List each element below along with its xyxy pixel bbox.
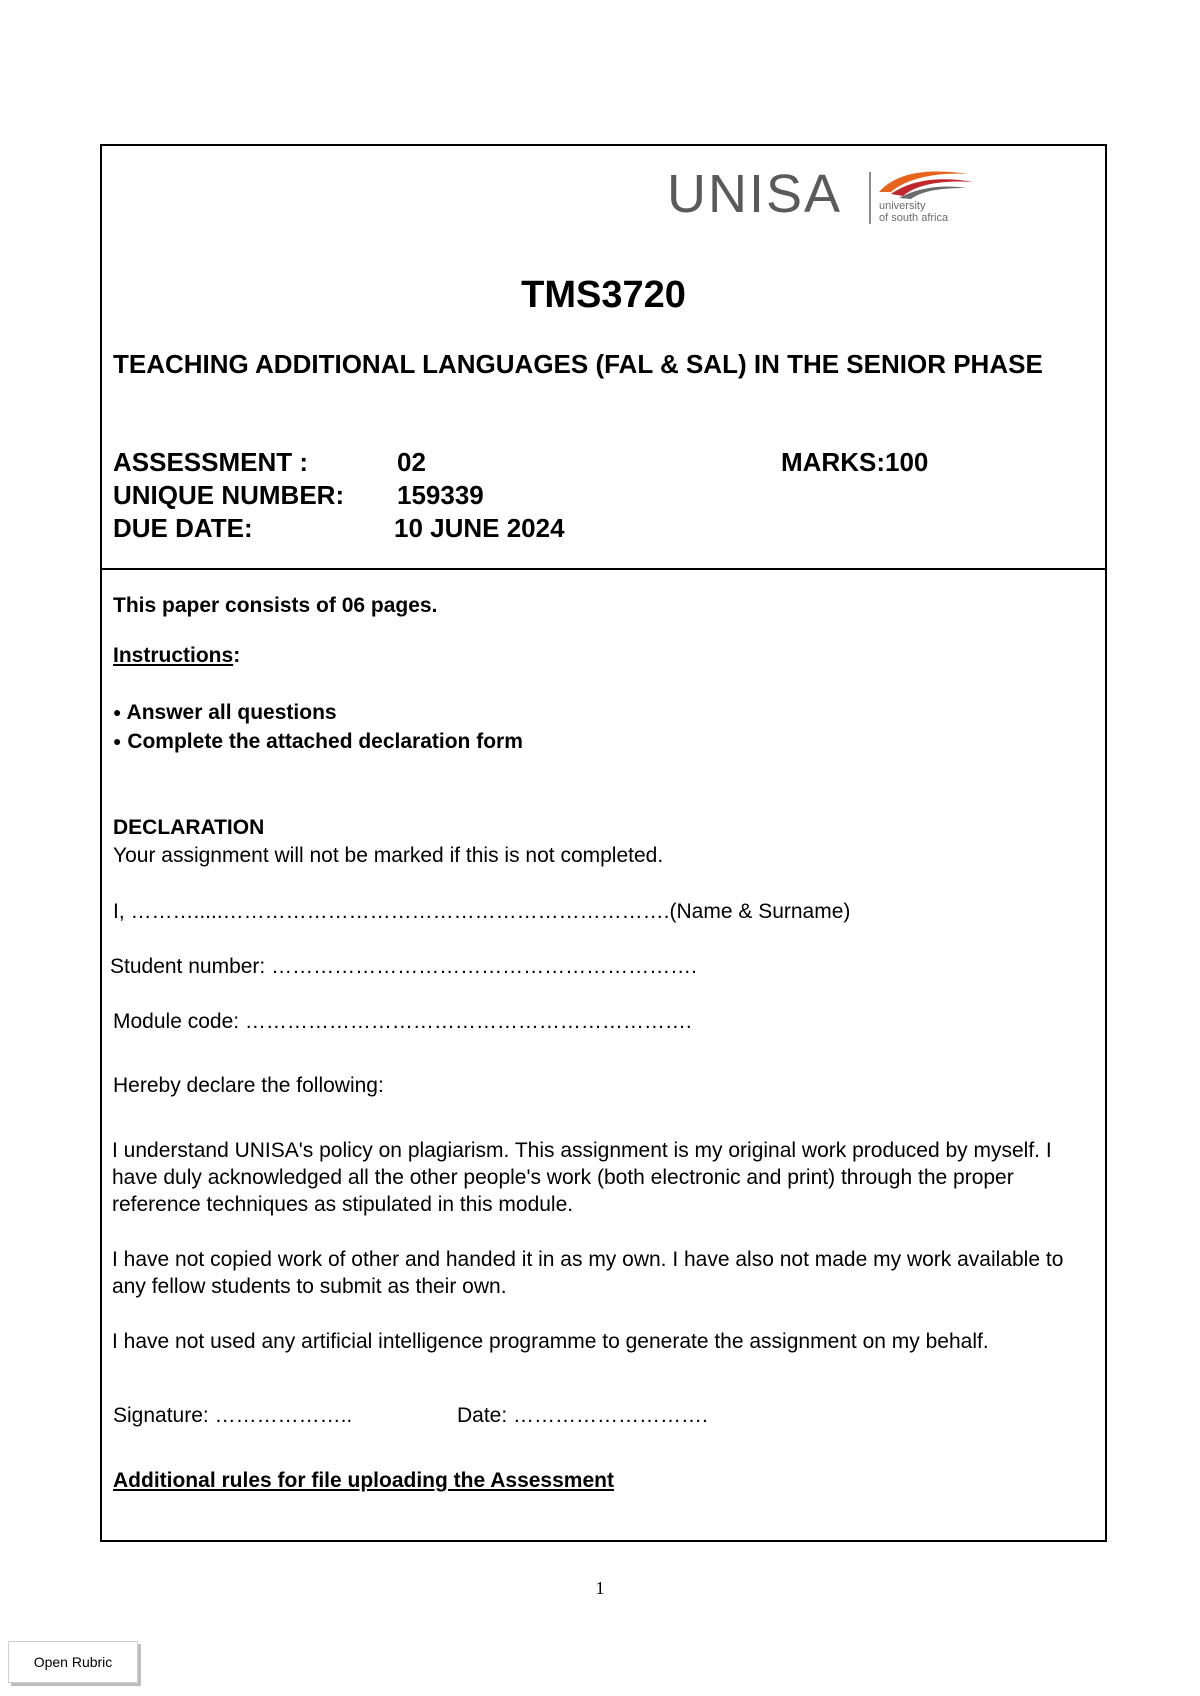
logo-divider — [869, 172, 871, 224]
bullet-icon: ● — [113, 704, 122, 720]
logo-swoosh-icon — [877, 166, 977, 200]
hereby-declare: Hereby declare the following: — [113, 1074, 384, 1097]
module-code: TMS3720 — [521, 274, 686, 316]
logo-wordmark: UNISA — [667, 164, 843, 224]
logo-subtext: university of south africa — [879, 200, 949, 224]
declaration-paragraph: I have not copied work of other and handed it in as my own. I have also not made my work available to any fellow students to submit as their own. — [112, 1248, 1064, 1298]
date-field: Date: ………………………. — [457, 1404, 708, 1427]
unique-number-value: 159339 — [397, 480, 484, 510]
declaration-heading: DECLARATION — [113, 816, 265, 839]
declaration-note: Your assignment will not be marked if this is not completed. — [113, 844, 664, 867]
module-title: TEACHING ADDITIONAL LANGUAGES (FAL & SAL) IN THE SENIOR PHASE — [113, 349, 1043, 379]
assessment-label: ASSESSMENT : — [113, 447, 309, 477]
instruction-item: ● Answer all questions — [113, 701, 337, 724]
declaration-paragraph: I have not used any artificial intelligence programme to generate the assignment on my behalf. — [112, 1330, 989, 1353]
module-code-field: Module code: ………………………………………………………. — [113, 1010, 692, 1033]
due-date-label: DUE DATE: — [113, 513, 253, 543]
declaration-paragraph: I understand UNISA's policy on plagiarism. This assignment is my original work produced by myself. I have duly acknowledged all the other people's work (both electronic and print) through the proper reference techniques as stipulated in this module. — [112, 1139, 1052, 1216]
name-field: I, ……….....……………………………………………………….(Name & Surname) — [113, 900, 851, 923]
signature-field: Signature: ……………….. — [113, 1404, 353, 1427]
section-divider — [102, 568, 1105, 570]
assessment-value: 02 — [397, 447, 426, 477]
due-date-value: 10 JUNE 2024 — [394, 513, 565, 543]
unisa-logo — [667, 164, 987, 224]
instruction-item: ● Complete the attached declaration form — [113, 730, 523, 753]
unique-number-label: UNIQUE NUMBER: — [113, 480, 345, 510]
marks-label: MARKS:100 — [781, 447, 929, 477]
cover-frame — [100, 144, 1107, 1542]
instructions-heading: Instructions: — [113, 644, 241, 667]
additional-rules-heading: Additional rules for file uploading the Assessment — [113, 1469, 614, 1492]
page-number: 1 — [595, 1578, 605, 1598]
bullet-icon: ● — [113, 733, 122, 749]
pages-note: This paper consists of 06 pages. — [113, 594, 438, 617]
open-rubric-button[interactable]: Open Rubric — [8, 1641, 138, 1683]
student-number-field: Student number: ……………………………………………………. — [110, 955, 697, 978]
